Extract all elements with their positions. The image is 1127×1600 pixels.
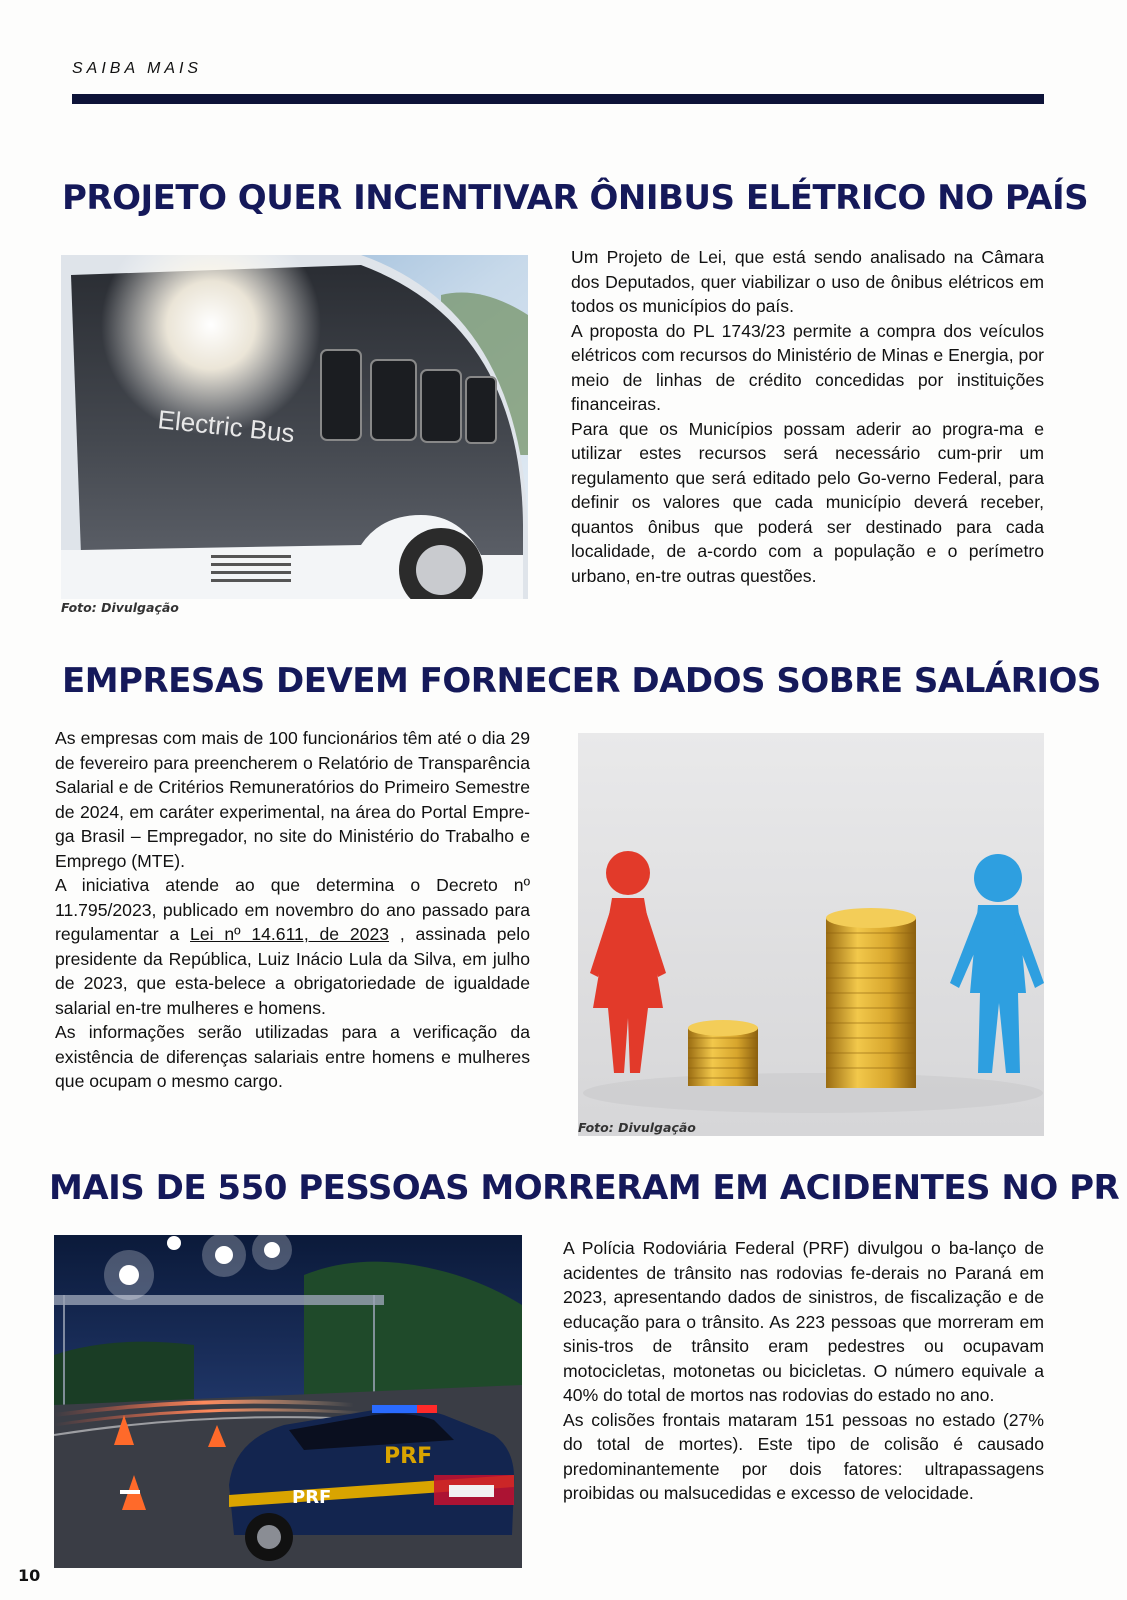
article-3-paragraph: As colisões frontais mataram 151 pessoas no estado (27% do total de mortes). Este tipo de colisão é causado predominantemente por dois fatores: ultrapassagens proibidas ou malsucedidas e excesso de velocidade. (563, 1409, 1044, 1503)
tall-coin-stack-icon (826, 908, 916, 1088)
bus-lettering: Electric Bus (156, 404, 297, 449)
article-1-paragraph: Um Projeto de Lei, que está sendo analisado na Câmara dos Deputados, quer viabilizar o uso de ônibus elétricos em todos os municípios do país. (571, 247, 1044, 316)
figures-and-coins-illustration (578, 733, 1044, 1136)
article-1-photo-caption: Foto: Divulgação (61, 600, 179, 615)
article-1-headline: PROJETO QUER INCENTIVAR ÔNIBUS ELÉTRICO NO PAÍS (62, 178, 1089, 218)
electric-bus-illustration (61, 255, 528, 599)
article-2-paragraph: As empresas com mais de 100 funcionários têm até o dia 29 de fevereiro para preencherem o Relatório de Transparência Salarial e de Critérios Remuneratórios do Primeiro Semestre de 2024, em caráter experimental, na área do Portal Empre-ga Brasil – Empregador, no site do Ministério do Trabalho e Emprego (MTE). (55, 728, 530, 871)
paragraph-text: A iniciativa atende ao que determina o Decreto nº 11.795/2023, publicado em novembro do ano passado para regulamentar a (55, 875, 530, 944)
article-2-paragraph: As informações serão utilizadas para a verificação da existência de diferenças salariais entre homens e mulheres que ocupam o mesmo cargo. (55, 1022, 530, 1091)
article-1-paragraph: Para que os Municípios possam aderir ao progra-ma e utilizar estes recursos será necessário cum-prir um regulamento que será editado pelo Go-verno Federal, para definir os valores que cada município deverá receber, quantos ônibus que poderá ser destinado para cada localidade, de a-cordo com a população e o perímetro urbano, en-tre outras questões. (571, 418, 1044, 586)
electric-bus-photo (61, 255, 528, 599)
article-3-headline: MAIS DE 550 PESSOAS MORRERAM EM ACIDENTES NO PR (49, 1168, 1120, 1208)
prf-police-car-photo (54, 1235, 522, 1568)
page-number: 10 (18, 1566, 41, 1585)
small-coin-stack-icon (688, 1020, 758, 1086)
car-hood-lettering: PRF (384, 1444, 433, 1469)
article-2-paragraph (55, 873, 530, 1020)
article-3-paragraph: A Polícia Rodoviária Federal (PRF) divulgou o ba-lanço de acidentes de trânsito nas rodovias fe-derais no Paraná em 2023, apresentando dados de sinistros, de fiscalização e de educação para o trânsito. As 223 pessoas que morreram em sinis-tros de trânsito eram pedestres ou ocupavam motocicletas, motonetas ou bicicletas. O número equivale a 40% do total de mortos nas rodovias do estado no ano. (563, 1238, 1044, 1405)
prf-car-night-illustration (54, 1235, 522, 1568)
article-2-photo-caption: Foto: Divulgação (578, 1120, 696, 1135)
article-2-headline: EMPRESAS DEVEM FORNECER DADOS SOBRE SALÁRIOS (62, 661, 1101, 701)
section-kicker: SAIBA MAIS (72, 60, 203, 77)
article-1-paragraph: A proposta do PL 1743/23 permite a compra dos veículos elétricos com recursos do Ministério de Minas e Energia, por meio de linhas de crédito concedidas por instituições financeiras. (571, 320, 1044, 414)
salary-gap-photo (578, 733, 1044, 1136)
article-1-body (571, 245, 1044, 588)
header-rule (72, 94, 1044, 104)
article-3-body (563, 1236, 1044, 1506)
paragraph-text: , assinada pelo presidente da República, Luiz Inácio Lula da Silva, em julho de 2023, que esta-belece a obrigatoriedade de igualdade salarial en-tre mulheres e homens. (55, 924, 530, 1018)
car-door-lettering: PRF (292, 1487, 332, 1508)
article-2-body (55, 726, 530, 1094)
law-14611-link[interactable]: Lei nº 14.611, de 2023 (190, 924, 390, 944)
